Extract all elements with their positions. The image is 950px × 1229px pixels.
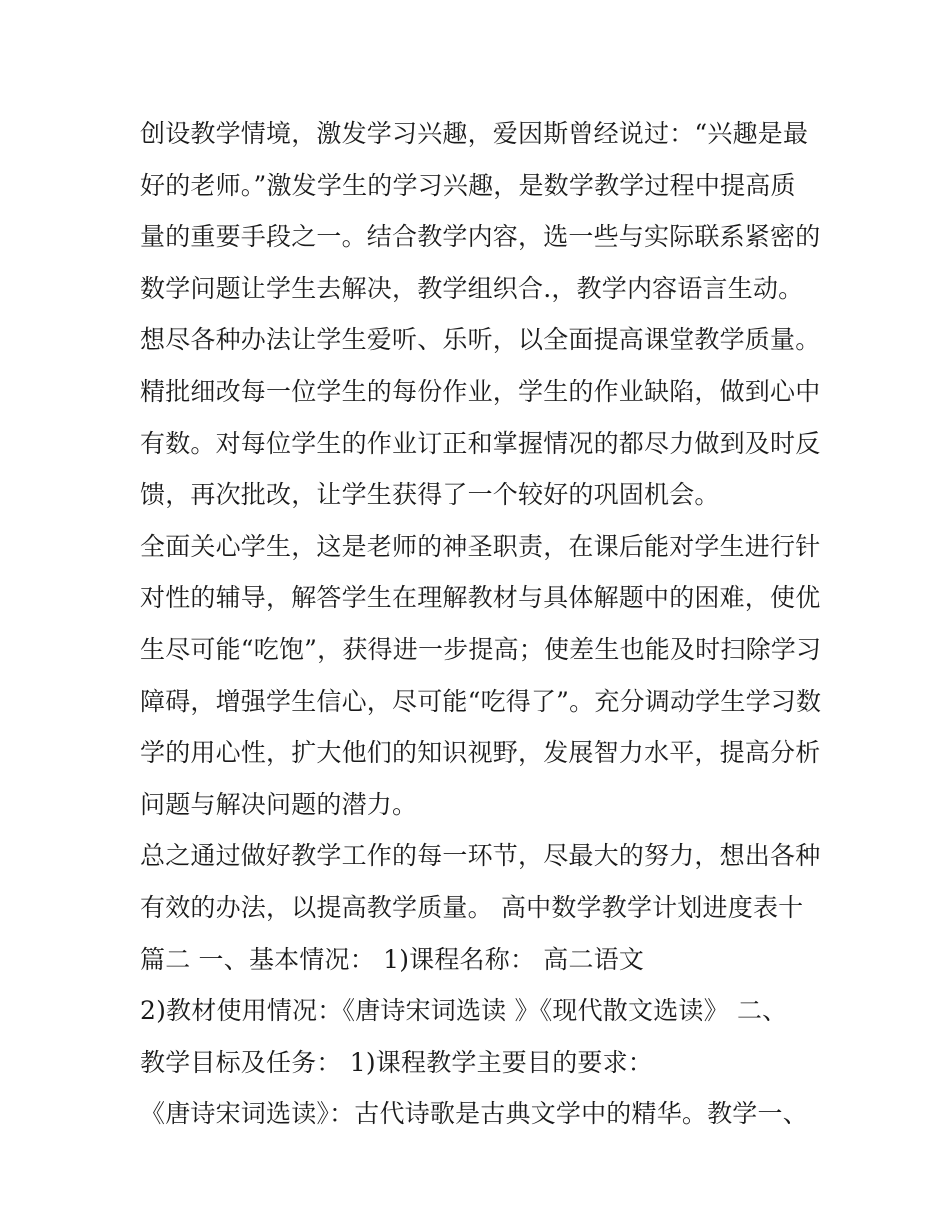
text-line: 想尽各种办法让学生爱听、乐听，以全面提高课堂教学质量。 <box>140 325 821 355</box>
text-line: 总之通过做好教学工作的每一环节，尽最大的努力，想出各种 <box>140 841 821 871</box>
text-line: 好的老师。”激发学生的学习兴趣，是数学教学过程中提高质 <box>140 170 796 200</box>
document-body <box>140 108 820 1140</box>
text-line: 有数。对每位学生的作业订正和掌握情况的都尽力做到及时反 <box>140 428 821 458</box>
text-line: 全面关心学生，这是老师的神圣职责，在课后能对学生进行针 <box>140 531 821 561</box>
text-line: 《唐诗宋词选读》：古代诗歌是古典文学中的精华。教学一、 <box>140 1099 808 1129</box>
text-line: 数学问题让学生去解决，教学组织合.，教学内容语言生动。 <box>140 273 804 303</box>
text-line: 篇二 一、基本情况： 1)课程名称： 高二语文 <box>140 944 645 974</box>
text-line: 生尽可能“吃饱”，获得进一步提高；使差生也能及时扫除学习 <box>140 634 822 664</box>
text-line: 创设教学情境，激发学习兴趣，爱因斯曾经说过：“兴趣是最 <box>140 119 809 148</box>
text-line: 学的用心性，扩大他们的知识视野，发展智力水平，提高分析 <box>140 738 821 768</box>
text-line: 教学目标及任务： 1)课程教学主要目的要求： <box>140 1047 654 1077</box>
text-line: 有效的办法，以提高教学质量。 高中数学教学计划进度表十 <box>140 892 804 922</box>
text-line: 量的重要手段之一。结合教学内容，选一些与实际联系紧密的 <box>140 222 821 252</box>
text-line: 问题与解决问题的潜力。 <box>140 789 418 819</box>
text-line: 障碍，增强学生信心，尽可能“吃得了”。充分调动学生学习数 <box>140 686 822 716</box>
text-line: 精批细改每一位学生的每份作业，学生的作业缺陷，做到心中 <box>140 376 821 406</box>
text-line: 馈，再次批改，让学生获得了一个较好的巩固机会。 <box>140 480 720 510</box>
text-line: 对性的辅导，解答学生在理解教材与具体解题中的困难，使优 <box>140 583 821 613</box>
text-line: 2)教材使用情况：《唐诗宋词选读 》《现代散文选读》 二、 <box>140 996 788 1026</box>
